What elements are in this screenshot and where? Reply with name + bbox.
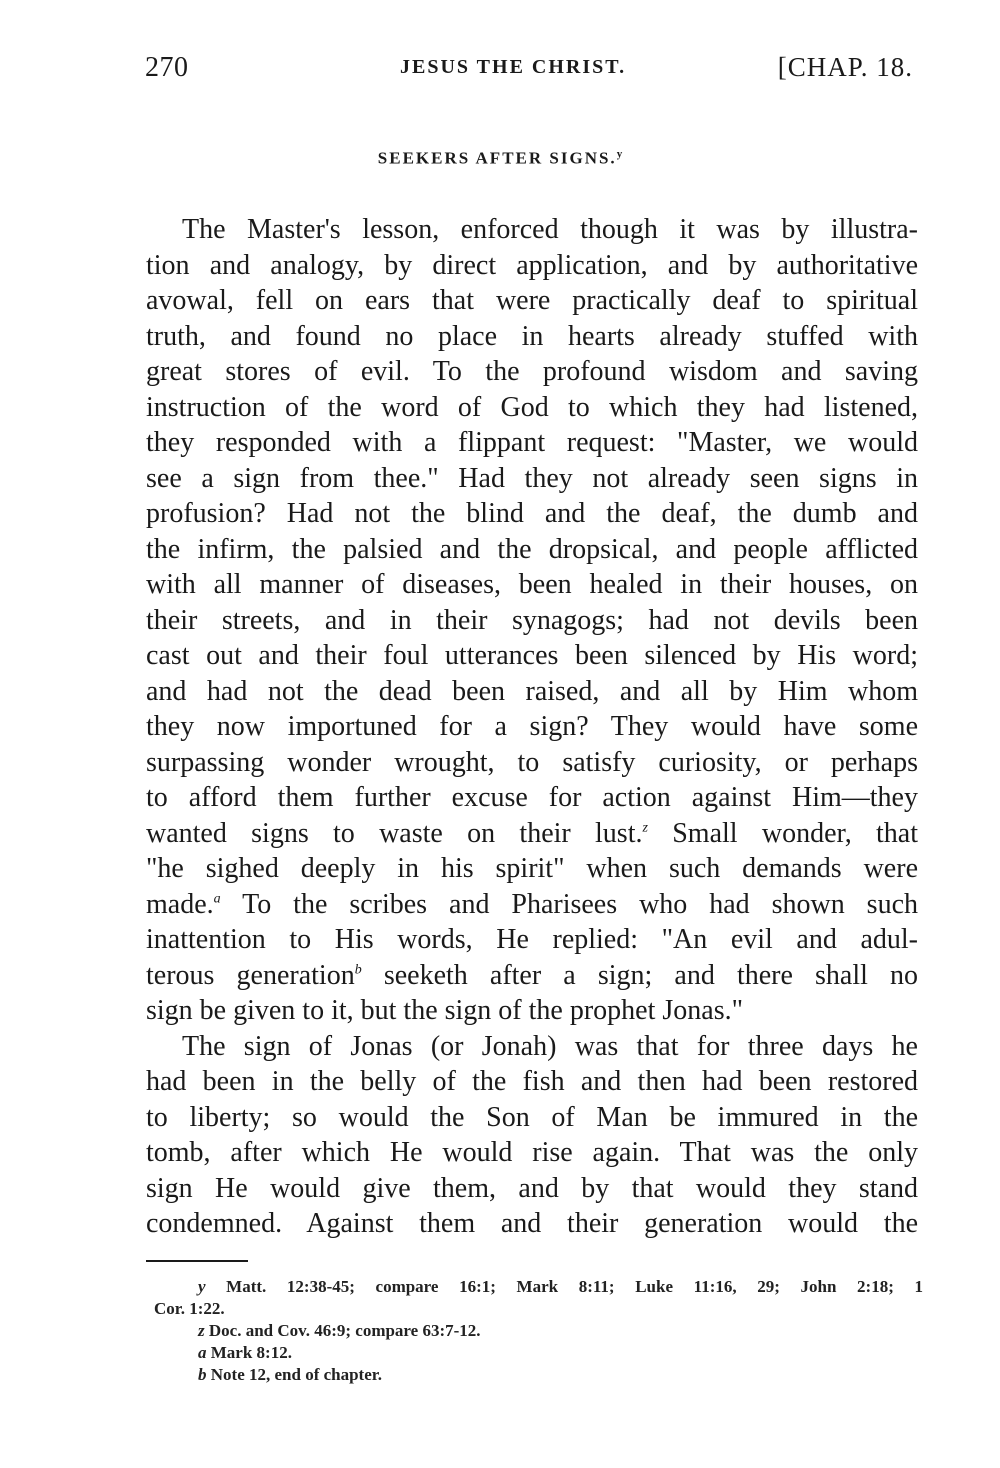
- body-line: to liberty; so would the Son of Man be immured in the: [146, 1101, 918, 1133]
- section-title-text: SEEKERS AFTER SIGNS.: [377, 148, 617, 168]
- footnote-z: [158, 1320, 923, 1342]
- body-line: to afford them further excuse for action against Him—they: [146, 782, 918, 813]
- body-line: The sign of Jonas (or Jonah) was that for three days he: [182, 1030, 918, 1062]
- footnote-y: [158, 1276, 923, 1298]
- footnote-marker: b: [198, 1365, 207, 1384]
- footnote-marker: b: [354, 962, 362, 978]
- body-line: "he sighed deeply in his spirit" when such demands were: [146, 853, 918, 884]
- body-line: tomb, after which He would rise again. That was the only: [146, 1137, 918, 1168]
- running-header: [145, 52, 917, 92]
- body-line: had been in the belly of the fish and then had been restored: [146, 1066, 918, 1097]
- text-run: To the scribes and Pharisees who had shown such: [220, 888, 918, 920]
- body-line: their streets, and in their synagogs; had not devils been: [146, 604, 918, 636]
- body-line: sign be given to it, but the sign of the prophet Jonas.": [146, 995, 744, 1026]
- footnote-a: [158, 1342, 923, 1364]
- footnote-marker: y: [198, 1277, 206, 1296]
- footnote-y-continued: Cor. 1:22.: [154, 1299, 225, 1318]
- footnote-text: Mark 8:12.: [210, 1343, 292, 1362]
- body-line: truth, and found no place in hearts already stuffed with: [146, 320, 918, 352]
- chapter-label: [CHAP. 18.: [777, 52, 913, 82]
- body-line: see a sign from thee." Had they not already seen signs in: [146, 462, 918, 494]
- body-line: great stores of evil. To the profound wisdom and saving: [146, 356, 918, 387]
- body-line: surpassing wonder wrought, to satisfy curiosity, or perhaps: [146, 746, 918, 778]
- footnote-rule: [146, 1260, 248, 1262]
- body-line: with all manner of diseases, been healed in their houses, on: [146, 569, 918, 600]
- body-line: profusion? Had not the blind and the deaf, the dumb and: [146, 498, 918, 529]
- footnote-text: Doc. and Cov. 46:9; compare 63:7-12.: [208, 1321, 481, 1340]
- body-line: the infirm, the palsied and the dropsical, and people afflicted: [146, 533, 918, 565]
- body-line: avowal, fell on ears that were practically deaf to spiritual: [146, 285, 918, 316]
- body-line: inattention to His words, He replied: "An evil and adul-: [146, 924, 918, 955]
- body-line: [146, 887, 918, 923]
- footnote-marker: z: [642, 820, 648, 836]
- running-title: JESUS THE CHRIST.: [400, 56, 627, 78]
- body-line: tion and analogy, by direct application, and by authoritative: [146, 249, 918, 281]
- text-run: wanted signs to waste on their lust.: [146, 817, 643, 849]
- body-line: sign He would give them, and by that would they stand: [146, 1172, 918, 1204]
- footnote-marker: z: [198, 1321, 205, 1340]
- text-run: made.: [146, 888, 214, 920]
- body-text: [146, 212, 918, 1242]
- page-number: 270: [145, 52, 189, 83]
- text-run: Small wonder, that: [647, 817, 918, 849]
- body-line: they responded with a flippant request: "Master, we would: [146, 427, 918, 458]
- footnote-text: Matt. 12:38-45; compare 16:1; Mark 8:11; Luke 11:16, 29; John 2:18; 1: [226, 1277, 923, 1296]
- body-line: The Master's lesson, enforced though it was by illustra-: [182, 214, 918, 245]
- body-line: instruction of the word of God to which they had listened,: [146, 391, 918, 423]
- body-line: they now importuned for a sign? They would have some: [146, 711, 918, 742]
- footnote-marker: a: [198, 1343, 207, 1362]
- body-line: [146, 816, 918, 852]
- footnote-b: [158, 1364, 923, 1386]
- text-run: terous generation: [146, 959, 355, 991]
- text-run: seeketh after a sign; and there shall no: [361, 959, 919, 991]
- body-line: condemned. Against them and their generation would the: [146, 1208, 918, 1239]
- footnotes: [154, 1276, 923, 1386]
- footnote-marker: a: [213, 891, 221, 907]
- footnote-text: Note 12, end of chapter.: [210, 1365, 382, 1384]
- body-line: cast out and their foul utterances been silenced by His word;: [146, 640, 918, 671]
- body-line: [146, 958, 918, 994]
- section-note-marker: y: [616, 148, 623, 160]
- body-line: and had not the dead been raised, and all by Him whom: [146, 675, 918, 707]
- section-title: [0, 148, 1000, 169]
